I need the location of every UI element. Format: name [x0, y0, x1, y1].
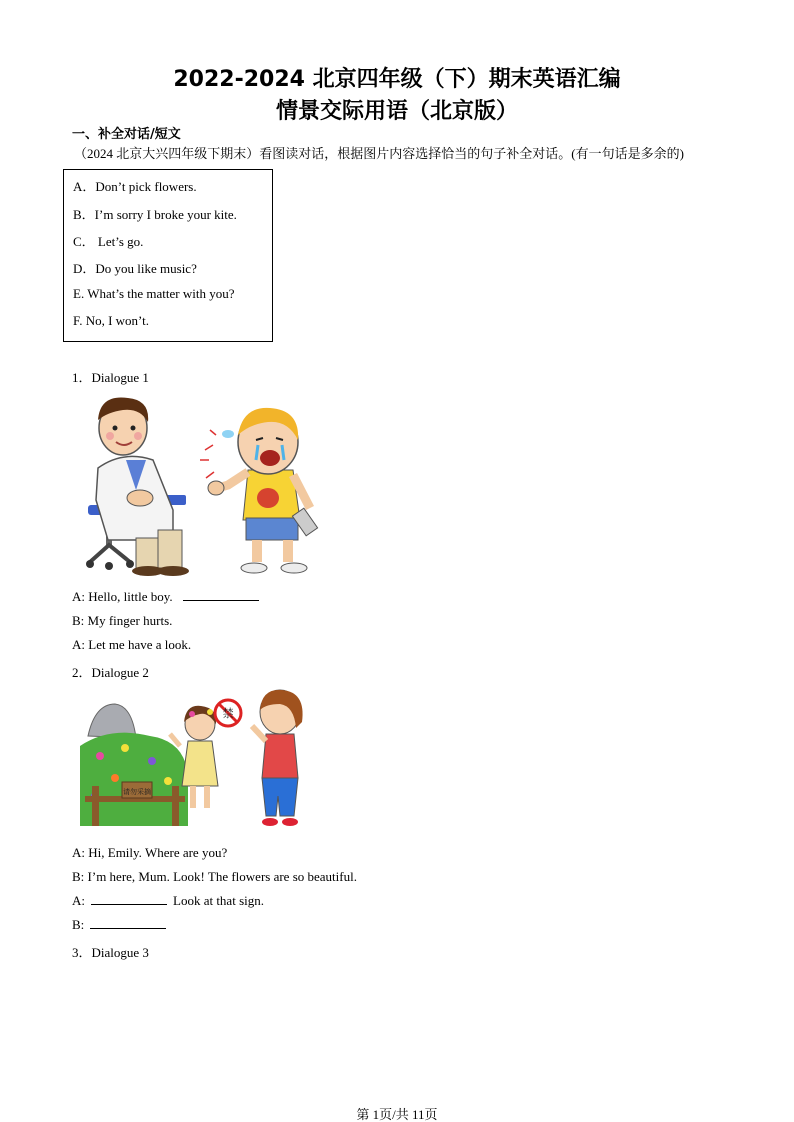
section-heading: 一、补全对话/短文 [72, 127, 181, 142]
option-d: D．Do you like music? [73, 261, 197, 276]
option-f: F. No, I won’t. [73, 313, 150, 328]
dialogue2-label: 2．Dialogue 2 [72, 665, 149, 680]
sign-text: 禁 [222, 707, 234, 720]
dialogue1-line-b: B: My finger hurts. [72, 613, 173, 628]
option-a: A．Don’t pick flowers. [73, 179, 197, 194]
garden-scene [80, 704, 188, 826]
dialogue2-answer-blank-2[interactable] [90, 919, 166, 929]
dialogue2-line-a: A: Hi, Emily. Where are you? [72, 845, 228, 860]
dialogue2-line-b: B: I’m here, Mum. Look! The flowers are so beautiful. [72, 869, 357, 884]
no-picking-sign [215, 700, 241, 726]
dialogue2-line-c [72, 893, 264, 909]
doctor-figure [86, 397, 189, 576]
option-c: C． Let’s go. [73, 234, 144, 249]
options-box [63, 169, 273, 342]
dialogue1-line-c: A: Let me have a look. [72, 637, 192, 652]
dialogue2-speaker-a: A: [72, 893, 85, 908]
instruction-text: （2024 北京大兴四年级下期末）看图读对话，根据图片内容选择恰当的句子补全对话。(有一句话是多余的) [74, 146, 684, 161]
doctor-and-boy-illustration [78, 390, 333, 582]
crying-boy-figure [200, 408, 318, 573]
plaque-text: 请勿采摘 [123, 788, 151, 796]
dialogue2-line-d [72, 917, 172, 933]
flowers-and-sign-illustration [80, 686, 315, 836]
dialogue1-line-a [72, 589, 259, 605]
option-e: E. What’s the matter with you? [73, 286, 235, 301]
dialogue1-label: 1．Dialogue 1 [72, 370, 149, 385]
dialogue2-line-c-text: Look at that sign. [173, 893, 264, 908]
dialogue1-line-a-text: A: Hello, little boy. [72, 589, 173, 604]
dialogue3-label: 3．Dialogue 3 [72, 945, 149, 960]
dialogue1-answer-blank[interactable] [183, 591, 259, 601]
dialogue2-answer-blank-1[interactable] [91, 895, 167, 905]
document-title-line2: 情景交际用语（北京版） [275, 99, 518, 124]
mother-figure [252, 690, 303, 826]
page-footer: 第 1页/共 11页 [356, 1107, 438, 1122]
document-title-line1: 2022-2024 北京四年级（下）期末英语汇编 [173, 67, 621, 92]
option-b: B．I’m sorry I broke your kite. [73, 207, 237, 222]
dialogue2-speaker-b: B: [72, 917, 85, 932]
